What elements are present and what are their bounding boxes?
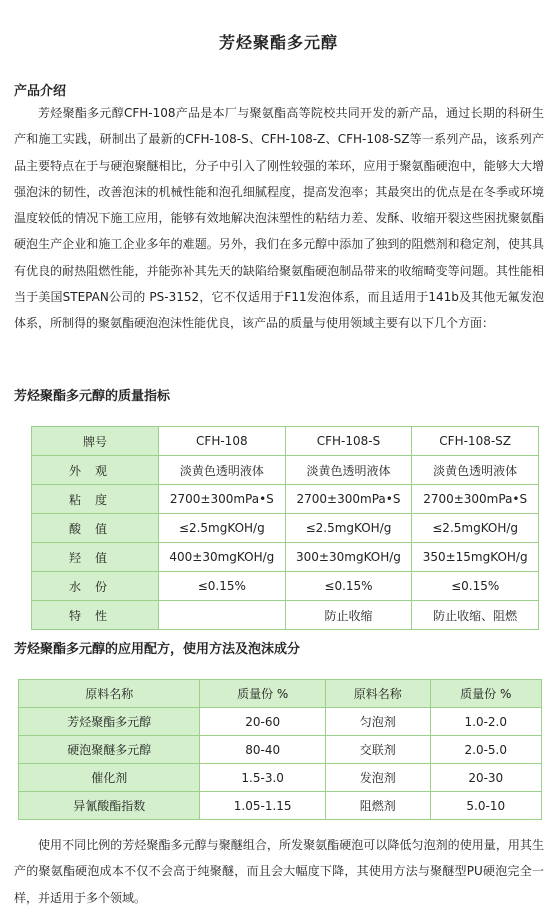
- material-name: 异氰酸酯指数: [19, 792, 200, 820]
- table-row: [19, 708, 542, 736]
- row-label: 酸值: [32, 514, 159, 543]
- table-cell: ≤2.5mgKOH/g: [412, 514, 539, 543]
- table-cell: 80-40: [200, 736, 325, 764]
- table-cell: 淡黄色透明液体: [412, 456, 539, 485]
- header-cell: 原料名称: [325, 680, 430, 708]
- table-cell: ≤2.5mgKOH/g: [285, 514, 412, 543]
- table-cell: 1.0-2.0: [430, 708, 541, 736]
- table-cell: 2700±300mPa•S: [412, 485, 539, 514]
- header-cell: CFH-108: [159, 427, 286, 456]
- material-name: 硬泡聚醚多元醇: [19, 736, 200, 764]
- table-cell: 20-60: [200, 708, 325, 736]
- table-row: [32, 456, 539, 485]
- header-cell: CFH-108-SZ: [412, 427, 539, 456]
- table-row: [32, 601, 539, 630]
- formula-table: [18, 679, 542, 820]
- table-row: [19, 736, 542, 764]
- table-row: [19, 764, 542, 792]
- quality-spec-table: [31, 426, 539, 630]
- closing-paragraph: 使用不同比例的芳烃聚酯多元醇与聚醚组合，所发聚氨酯硬泡可以降低匀泡剂的使用量，用其生产的聚氨酯硬泡成本不仅不会高于纯聚醚，而且会大幅度下降，其使用方法与聚醚型PU硬泡完全一样，并适用于多个领域。: [14, 838, 544, 905]
- table-row: [32, 572, 539, 601]
- material-name: 催化剂: [19, 764, 200, 792]
- table-cell: ≤0.15%: [412, 572, 539, 601]
- header-cell: 质量份 %: [430, 680, 541, 708]
- page-title: 芳烃聚酯多元醇: [218, 33, 338, 52]
- table-header-row: [19, 680, 542, 708]
- table-cell: 1.05-1.15: [200, 792, 325, 820]
- row-label: 粘度: [32, 485, 159, 514]
- row-label: 外观: [32, 456, 159, 485]
- table-row: [32, 514, 539, 543]
- table-cell: 防止收缩、阻燃: [412, 601, 539, 630]
- table-cell: 淡黄色透明液体: [159, 456, 286, 485]
- intro-paragraph: 芳烃聚酯多元醇CFH-108产品是本厂与聚氨酯高等院校共同开发的新产品，通过长期的科研生产和施工实践，研制出了最新的CFH-108-S、CFH-108-Z、CFH-108-SZ等一系列产品，该系列产品主要特点在于与硬泡聚醚相比，分子中引入了刚性较强的苯环，应用于聚氨酯硬泡中，能够大大增强泡沫的韧性，改善泡沫的机械性能和泡孔细腻程度，提高发泡率；其最突出的优点是在冬季或环境温度较低的情况下施工应用，能够有效地解决泡沫塑性的粘结力差、发酥、收缩开裂这些困扰聚氨酯硬泡生产企业和施工企业多年的难题。另外，我们在多元醇中添加了独到的阻燃剂和稳定剂，使其具有优良的耐热阻燃性能，并能弥补其先天的缺陷给聚氨酯硬泡制品带来的收缩畸变等问题。其性能相当于美国STEPAN公司的 PS-3152，它不仅适用于F11发泡体系，而且适用于141b及其他无氟发泡体系，所制得的聚氨酯硬泡泡沫性能优良，该产品的质量与使用领域主要有以下几个方面：: [14, 106, 544, 331]
- table-cell: ≤2.5mgKOH/g: [159, 514, 286, 543]
- row-label: 特性: [32, 601, 159, 630]
- header-cell: CFH-108-S: [285, 427, 412, 456]
- material-name: 芳烃聚酯多元醇: [19, 708, 200, 736]
- table-row: [19, 792, 542, 820]
- table-header-row: [32, 427, 539, 456]
- table-cell: 20-30: [430, 764, 541, 792]
- material-name: 交联剂: [325, 736, 430, 764]
- section-heading-intro: 产品介绍: [14, 84, 67, 99]
- table-cell: ≤0.15%: [159, 572, 286, 601]
- row-label: 羟值: [32, 543, 159, 572]
- table-cell: ≤0.15%: [285, 572, 412, 601]
- section-heading-quality: 芳烃聚酯多元醇的质量指标: [14, 389, 171, 404]
- table-cell: 300±30mgKOH/g: [285, 543, 412, 572]
- table-cell: 1.5-3.0: [200, 764, 325, 792]
- table-row: [32, 485, 539, 514]
- material-name: 阻燃剂: [325, 792, 430, 820]
- table-cell: 5.0-10: [430, 792, 541, 820]
- table-cell: 400±30mgKOH/g: [159, 543, 286, 572]
- material-name: 匀泡剂: [325, 708, 430, 736]
- header-cell: 原料名称: [19, 680, 200, 708]
- header-cell: 质量份 %: [200, 680, 325, 708]
- table-cell: 防止收缩: [285, 601, 412, 630]
- table-cell: 2700±300mPa•S: [285, 485, 412, 514]
- table-cell: 2700±300mPa•S: [159, 485, 286, 514]
- table-cell: 淡黄色透明液体: [285, 456, 412, 485]
- table-cell: 350±15mgKOH/g: [412, 543, 539, 572]
- row-label: 水份: [32, 572, 159, 601]
- table-cell: [159, 601, 286, 630]
- section-heading-formula: 芳烃聚酯多元醇的应用配方，使用方法及泡沫成分: [14, 642, 301, 657]
- material-name: 发泡剂: [325, 764, 430, 792]
- table-row: [32, 543, 539, 572]
- table-cell: 2.0-5.0: [430, 736, 541, 764]
- header-cell: 牌号: [32, 427, 159, 456]
